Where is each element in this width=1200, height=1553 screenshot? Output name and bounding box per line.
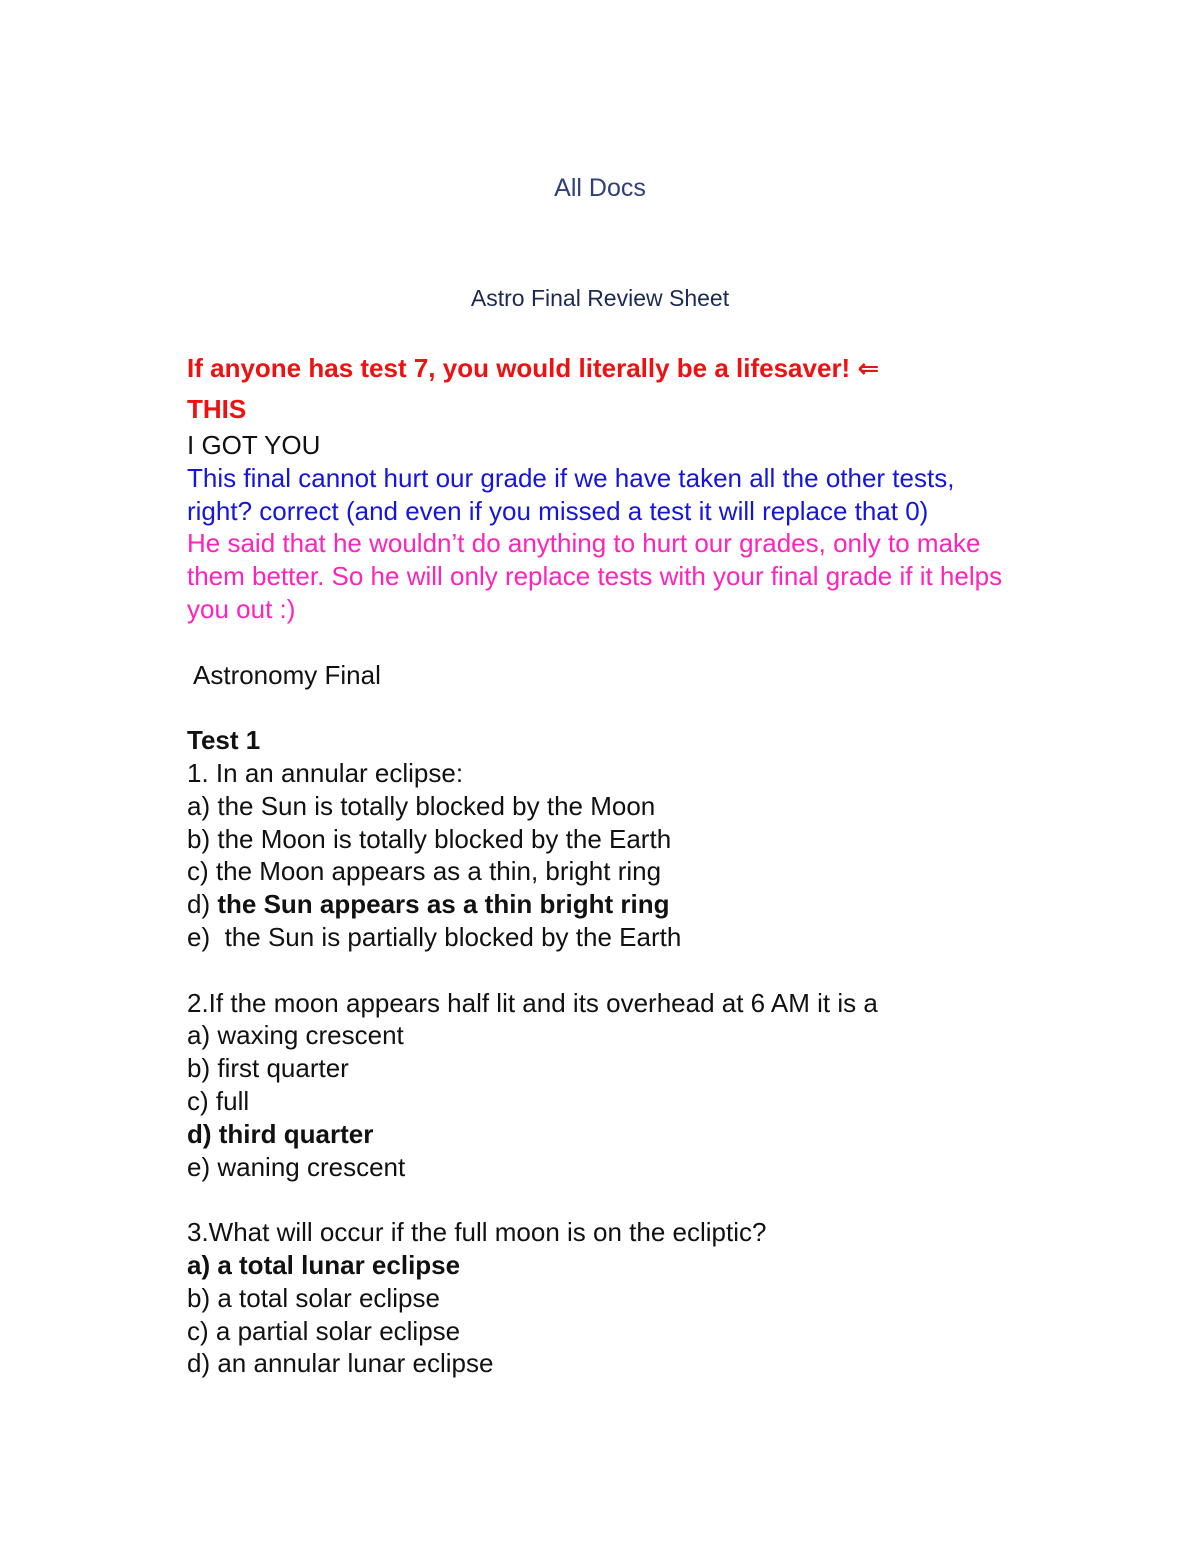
option-text: first quarter bbox=[217, 1053, 349, 1084]
answer-option bbox=[187, 1347, 1007, 1380]
spacer bbox=[187, 626, 1007, 659]
option-text: a total solar eclipse bbox=[217, 1282, 440, 1313]
reply-text: I GOT YOU bbox=[187, 430, 321, 460]
option-text: waxing crescent bbox=[217, 1020, 404, 1051]
section-title: Astronomy Final bbox=[193, 659, 381, 690]
option-prefix: b) bbox=[187, 1282, 218, 1313]
answer-option bbox=[187, 1052, 1007, 1085]
option-prefix: d) bbox=[187, 1118, 219, 1149]
question-prompt: 2.If the moon appears half lit and its overhead at 6 AM it is a bbox=[187, 987, 878, 1018]
option-prefix: c) bbox=[187, 1085, 216, 1116]
correct-answer-option bbox=[187, 888, 1007, 921]
spacer bbox=[187, 691, 1007, 724]
option-prefix: d) bbox=[187, 1348, 218, 1379]
option-prefix: b) bbox=[187, 823, 218, 854]
option-prefix: c) bbox=[187, 1315, 216, 1346]
answer-option bbox=[187, 855, 1007, 888]
answer-option bbox=[187, 1282, 1007, 1315]
question-prompt: 1. In an annular eclipse: bbox=[187, 757, 464, 788]
spacer bbox=[187, 1183, 1007, 1216]
option-text: full bbox=[215, 1085, 250, 1116]
option-prefix: e) bbox=[187, 921, 225, 952]
correct-option-text: a total lunar eclipse bbox=[217, 1249, 461, 1280]
option-text: the Moon is totally blocked by the Earth bbox=[217, 823, 672, 854]
question-prompt: 3.What will occur if the full moon is on the ecliptic? bbox=[187, 1217, 767, 1248]
answer-option bbox=[187, 1019, 1007, 1052]
option-text: waning crescent bbox=[217, 1151, 406, 1182]
option-prefix: a) bbox=[187, 1020, 218, 1051]
option-text: the Sun is totally blocked by the Moon bbox=[217, 790, 656, 821]
answer-option bbox=[187, 1151, 1007, 1184]
option-text: the Sun is partially blocked by the Earth bbox=[224, 921, 682, 952]
request-text: If anyone has test 7, you would literally be a lifesaver! bbox=[187, 353, 851, 383]
blue-note: This final cannot hurt our grade if we have taken all the other tests, right? correct (and even if you missed a test it will replace that 0) bbox=[187, 462, 962, 526]
correct-answer-option bbox=[187, 1118, 1007, 1151]
option-text: an annular lunar eclipse bbox=[217, 1348, 494, 1379]
option-prefix: b) bbox=[187, 1053, 218, 1084]
option-prefix: e) bbox=[187, 1151, 218, 1182]
answer-option bbox=[187, 823, 1007, 856]
document-subtitle: Astro Final Review Sheet bbox=[470, 285, 730, 311]
option-text: a partial solar eclipse bbox=[215, 1315, 461, 1346]
option-text: the Moon appears as a thin, bright ring bbox=[215, 856, 662, 887]
correct-answer-option bbox=[187, 1249, 1007, 1282]
option-prefix: a) bbox=[187, 1249, 218, 1280]
option-prefix: c) bbox=[187, 856, 216, 887]
correct-option-text: the Sun appears as a thin bright ring bbox=[217, 889, 670, 920]
pink-note: He said that he wouldn’t do anything to hurt our grades, only to make them better. So he will only replace tests with your final grade if it helps you out :) bbox=[187, 528, 1010, 624]
request-this: THIS bbox=[187, 394, 247, 424]
spacer bbox=[187, 954, 1007, 987]
option-prefix: a) bbox=[187, 790, 218, 821]
test-7-request bbox=[187, 348, 1007, 389]
left-arrow-icon: ⇐ bbox=[857, 354, 880, 384]
answer-option bbox=[187, 921, 1007, 954]
document-header: All Docs bbox=[554, 174, 646, 202]
answer-option bbox=[187, 1085, 1007, 1118]
correct-option-text: third quarter bbox=[218, 1118, 374, 1149]
option-prefix: d) bbox=[187, 889, 218, 920]
test-title: Test 1 bbox=[187, 725, 261, 756]
answer-option bbox=[187, 1315, 1007, 1348]
answer-option bbox=[187, 790, 1007, 823]
document-body bbox=[187, 348, 1010, 1380]
